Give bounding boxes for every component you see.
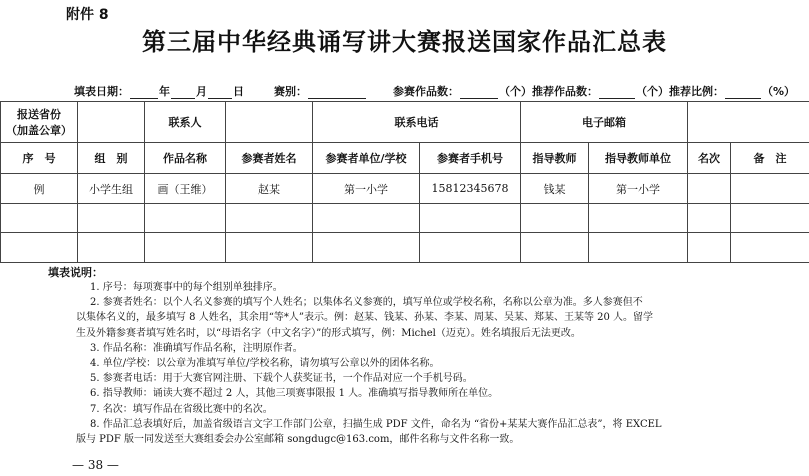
blank-cell[interactable] bbox=[313, 233, 420, 263]
instruction-line: 6. 指导教师：诵读大赛不超过 2 人，其他三项赛事限报 1 人。准确填写指导教师所在单位。 bbox=[90, 388, 499, 400]
blank-cell[interactable] bbox=[145, 233, 226, 263]
col-header: 组 别 bbox=[78, 143, 145, 174]
contact-row bbox=[1, 102, 809, 143]
percent-label: （%） bbox=[762, 85, 796, 98]
blank-row bbox=[1, 204, 809, 233]
blank-cell[interactable] bbox=[145, 204, 226, 233]
col-header: 名次 bbox=[688, 143, 731, 174]
instruction-line: 4. 单位/学校：以公章为准填写单位/学校名称，请勿填写公章以外的团体名称。 bbox=[90, 357, 440, 369]
province-input[interactable] bbox=[78, 102, 145, 143]
blank-cell[interactable] bbox=[226, 233, 313, 263]
blank-row bbox=[1, 233, 809, 263]
blank-cell[interactable] bbox=[420, 204, 521, 233]
table-cell bbox=[731, 174, 809, 204]
recommended-field[interactable] bbox=[599, 86, 635, 99]
month-field[interactable] bbox=[171, 86, 195, 99]
email-input[interactable] bbox=[688, 102, 809, 143]
contact-input[interactable] bbox=[226, 102, 313, 143]
table-cell: 赵某 bbox=[226, 174, 313, 204]
example-row bbox=[1, 174, 809, 204]
col-header: 备 注 bbox=[731, 143, 809, 174]
year-field[interactable] bbox=[130, 86, 158, 99]
page-number: — 38 — bbox=[72, 458, 119, 472]
blank-cell[interactable] bbox=[688, 233, 731, 263]
blank-cell[interactable] bbox=[731, 204, 809, 233]
table-cell: 小学生组 bbox=[78, 174, 145, 204]
instruction-line: 生及外籍参赛者填写姓名时，以“母语名字（中文名字）”的形式填写，例：Michel（迈克）。姓名填报后无法更改。 bbox=[76, 327, 581, 339]
col-header: 作品名称 bbox=[145, 143, 226, 174]
page-title: 第三届中华经典诵写讲大赛报送国家作品汇总表 bbox=[142, 27, 667, 56]
instructions-title: 填表说明： bbox=[48, 266, 103, 279]
instruction-line: 2. 参赛者姓名：以个人名义参赛的填写个人姓名；以集体名义参赛的，填写单位或学校名称，名称以公章为准。多人参赛但不 bbox=[90, 297, 643, 309]
blank-cell[interactable] bbox=[1, 204, 78, 233]
province-sub-label: （加盖公章） bbox=[6, 124, 72, 137]
col-header: 参赛者手机号 bbox=[420, 143, 521, 174]
blank-cell[interactable] bbox=[78, 233, 145, 263]
month-label: 月 bbox=[196, 85, 207, 98]
blank-cell[interactable] bbox=[420, 233, 521, 263]
table-cell: 15812345678 bbox=[420, 174, 521, 204]
meta-line bbox=[74, 83, 795, 99]
blank-cell[interactable] bbox=[731, 233, 809, 263]
col-header: 参赛者单位/学校 bbox=[313, 143, 420, 174]
instruction-line: 3. 作品名称：准确填写作品名称，注明原作者。 bbox=[90, 342, 303, 354]
phone-label: 联系电话 bbox=[313, 102, 521, 143]
blank-cell[interactable] bbox=[521, 233, 589, 263]
blank-cell[interactable] bbox=[313, 204, 420, 233]
instruction-line: 5. 参赛者电话：用于大赛官网注册、下载个人获奖证书，一个作品对应一个手机号码。 bbox=[90, 373, 473, 385]
table-cell: 第一小学 bbox=[589, 174, 688, 204]
summary-table bbox=[0, 101, 809, 263]
recommended-label: （个）推荐作品数： bbox=[499, 85, 598, 98]
blank-cell[interactable] bbox=[589, 204, 688, 233]
category-label: 赛别： bbox=[274, 85, 307, 98]
table-cell: 例 bbox=[1, 174, 78, 204]
entries-label: 参赛作品数： bbox=[393, 85, 459, 98]
category-field[interactable] bbox=[308, 86, 366, 99]
table-cell: 第一小学 bbox=[313, 174, 420, 204]
instruction-line: 8. 作品汇总表填好后，加盖省级语言文字工作部门公章，扫描生成 PDF 文件，命名为 “省份+某某大赛作品汇总表”，将 EXCEL bbox=[90, 418, 662, 430]
table-cell: 画（王维） bbox=[145, 174, 226, 204]
entries-field[interactable] bbox=[460, 86, 498, 99]
province-label: 报送省份 bbox=[17, 108, 61, 121]
phone-email-label bbox=[521, 102, 688, 143]
col-header: 指导教师单位 bbox=[589, 143, 688, 174]
day-field[interactable] bbox=[208, 86, 232, 99]
email-label: 电子邮箱 bbox=[582, 116, 626, 129]
annex-label: 附件 8 bbox=[66, 7, 109, 23]
table-cell bbox=[688, 174, 731, 204]
instruction-line: 版与 PDF 版一同发送至大赛组委会办公室邮箱 songdugc@163.com，邮件名称与文件名称一致。 bbox=[76, 433, 520, 445]
blank-cell[interactable] bbox=[226, 204, 313, 233]
instruction-line: 7. 名次：填写作品在省级比赛中的名次。 bbox=[90, 403, 273, 415]
col-header: 参赛者姓名 bbox=[226, 143, 313, 174]
contact-label: 联系人 bbox=[145, 102, 226, 143]
ratio-label: （个）推荐比例： bbox=[636, 85, 724, 98]
blank-cell[interactable] bbox=[1, 233, 78, 263]
instruction-line: 1. 序号：每项赛事中的每个组别单独排序。 bbox=[90, 282, 283, 293]
col-header: 序 号 bbox=[1, 143, 78, 174]
blank-cell[interactable] bbox=[521, 204, 589, 233]
province-cell bbox=[1, 102, 78, 143]
blank-cell[interactable] bbox=[688, 204, 731, 233]
header-row bbox=[1, 143, 809, 174]
instruction-line: 以集体名义的，最多填写 8 人姓名，其余用“等*人”表示。例：赵某、钱某、孙某、李某、周某、吴某、郑某、王某等 20 人。留学 bbox=[76, 312, 654, 324]
day-label: 日 bbox=[233, 85, 244, 98]
ratio-field[interactable] bbox=[725, 86, 761, 99]
blank-cell[interactable] bbox=[78, 204, 145, 233]
col-header: 指导教师 bbox=[521, 143, 589, 174]
blank-cell[interactable] bbox=[589, 233, 688, 263]
table-cell: 钱某 bbox=[521, 174, 589, 204]
year-label: 年 bbox=[159, 85, 170, 98]
fill-date-label: 填表日期： bbox=[74, 85, 129, 98]
